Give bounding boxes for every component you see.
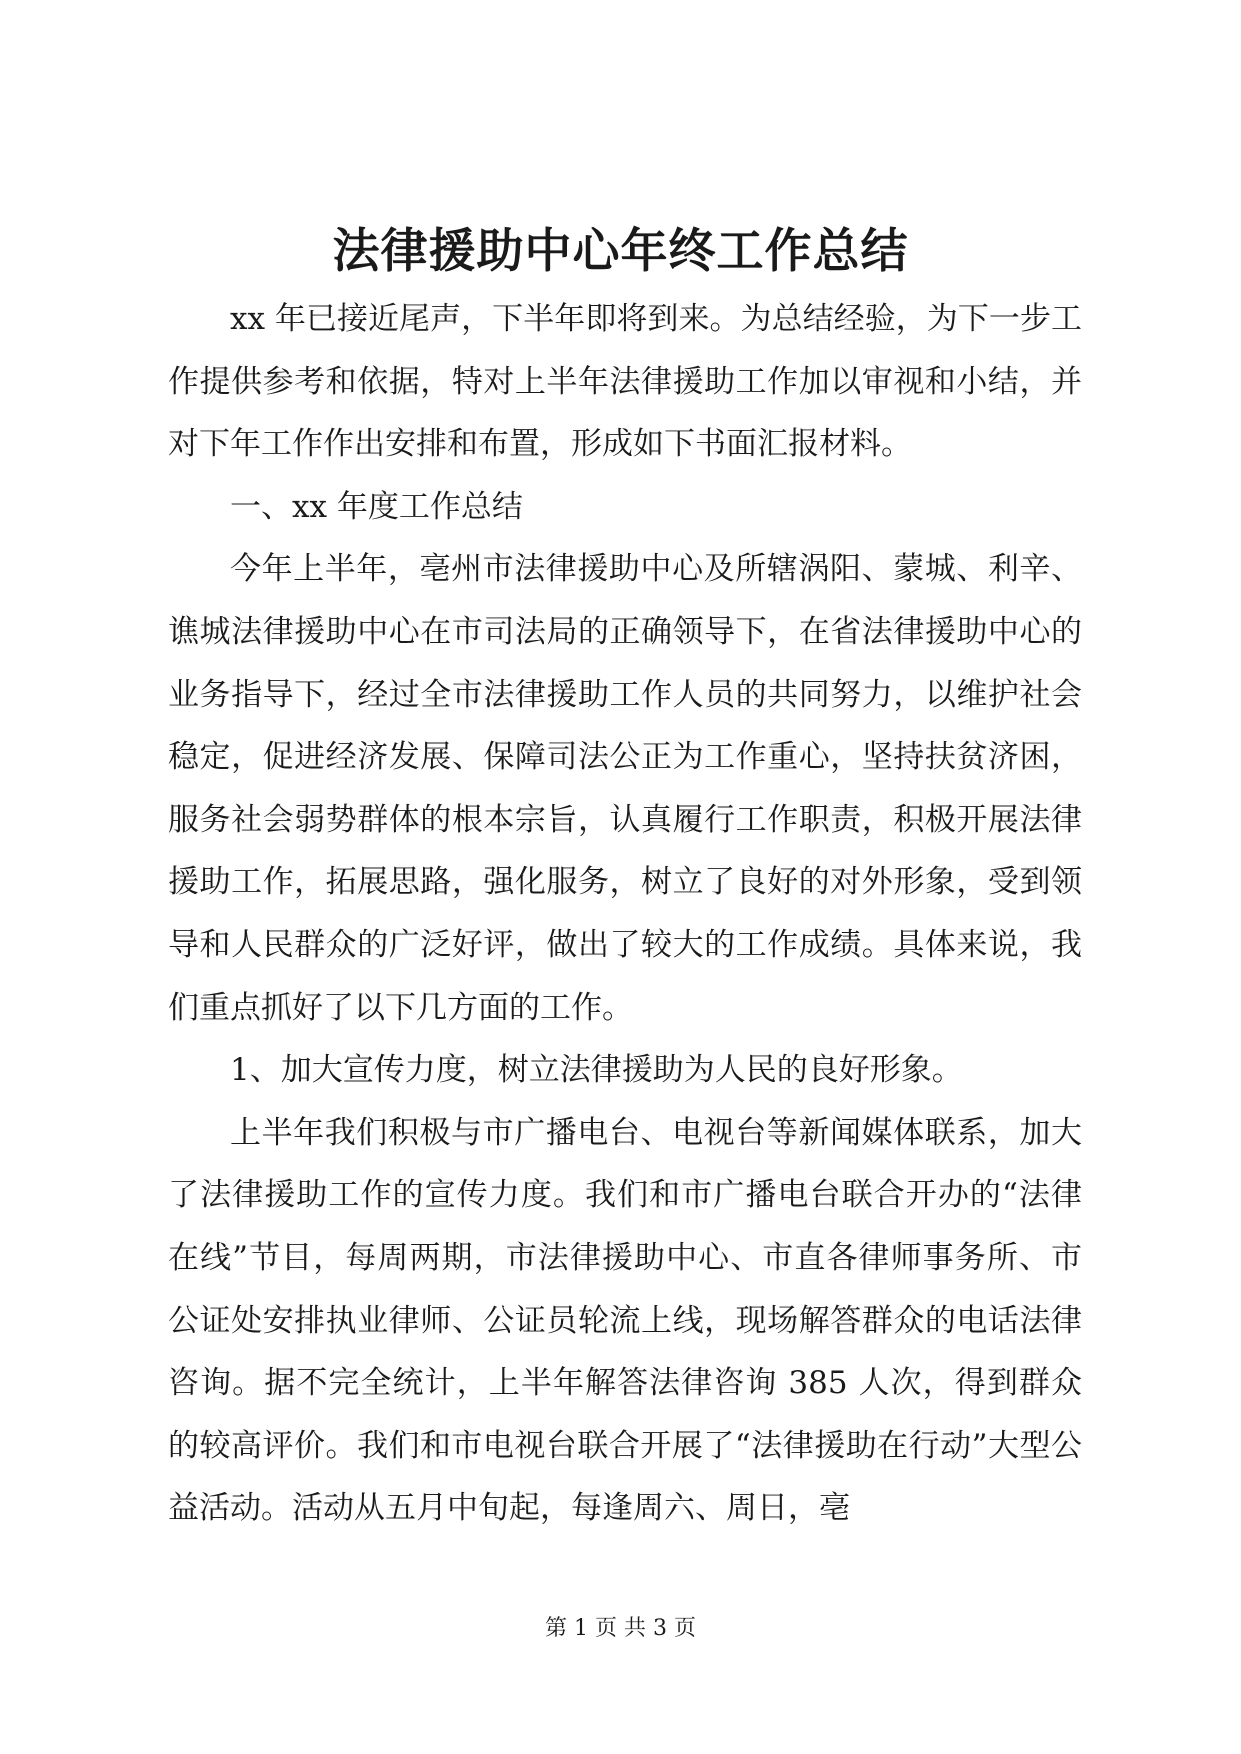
subsection-heading-1: 1、加大宣传力度，树立法律援助为人民的良好形象。 xyxy=(230,1052,963,1089)
paragraph-intro: xx 年已接近尾声，下半年即将到来。为总结经验，为下一步工作提供参考和依据，特对上半年法律援助工作加以审视和小结，并对下年工作作出安排和布置，形成如下书面汇报材料。 xyxy=(168,301,1082,463)
page-footer: 第 1 页 共 3 页 xyxy=(545,1616,696,1641)
section-heading-1: 一、xx 年度工作总结 xyxy=(230,488,523,525)
document-body xyxy=(168,288,1082,1540)
paragraph-summary: 今年上半年，亳州市法律援助中心及所辖涡阳、蒙城、利辛、谯城法律援助中心在市司法局的正确领导下，在省法律援助中心的业务指导下，经过全市法律援助工作人员的共同努力，以维护社会稳定，促进经济发展、保障司法公正为工作重心，坚持扶贫济困，服务社会弱势群体的根本宗旨，认真履行工作职责，积极开展法律援助工作，拓展思路，强化服务，树立了良好的对外形象，受到领导和人民群众的广泛好评，做出了较大的工作成绩。具体来说，我们重点抓好了以下几方面的工作。 xyxy=(168,551,1082,1026)
paragraph-publicity: 上半年我们积极与市广播电台、电视台等新闻媒体联系，加大了法律援助工作的宣传力度。我们和市广播电台联合开办的“法律在线”节目，每周两期，市法律援助中心、市直各律师事务所、市公证处安排执业律师、公证员轮流上线，现场解答群众的电话法律咨询。据不完全统计，上半年解答法律咨询 385 人次，得到群众的较高评价。我们和市电视台联合开展了“法律援助在行动”大型公益活动。活动从五月中旬起，每逢周六、周日，亳 xyxy=(168,1114,1082,1527)
document-title: 法律援助中心年终工作总结 xyxy=(332,224,909,279)
